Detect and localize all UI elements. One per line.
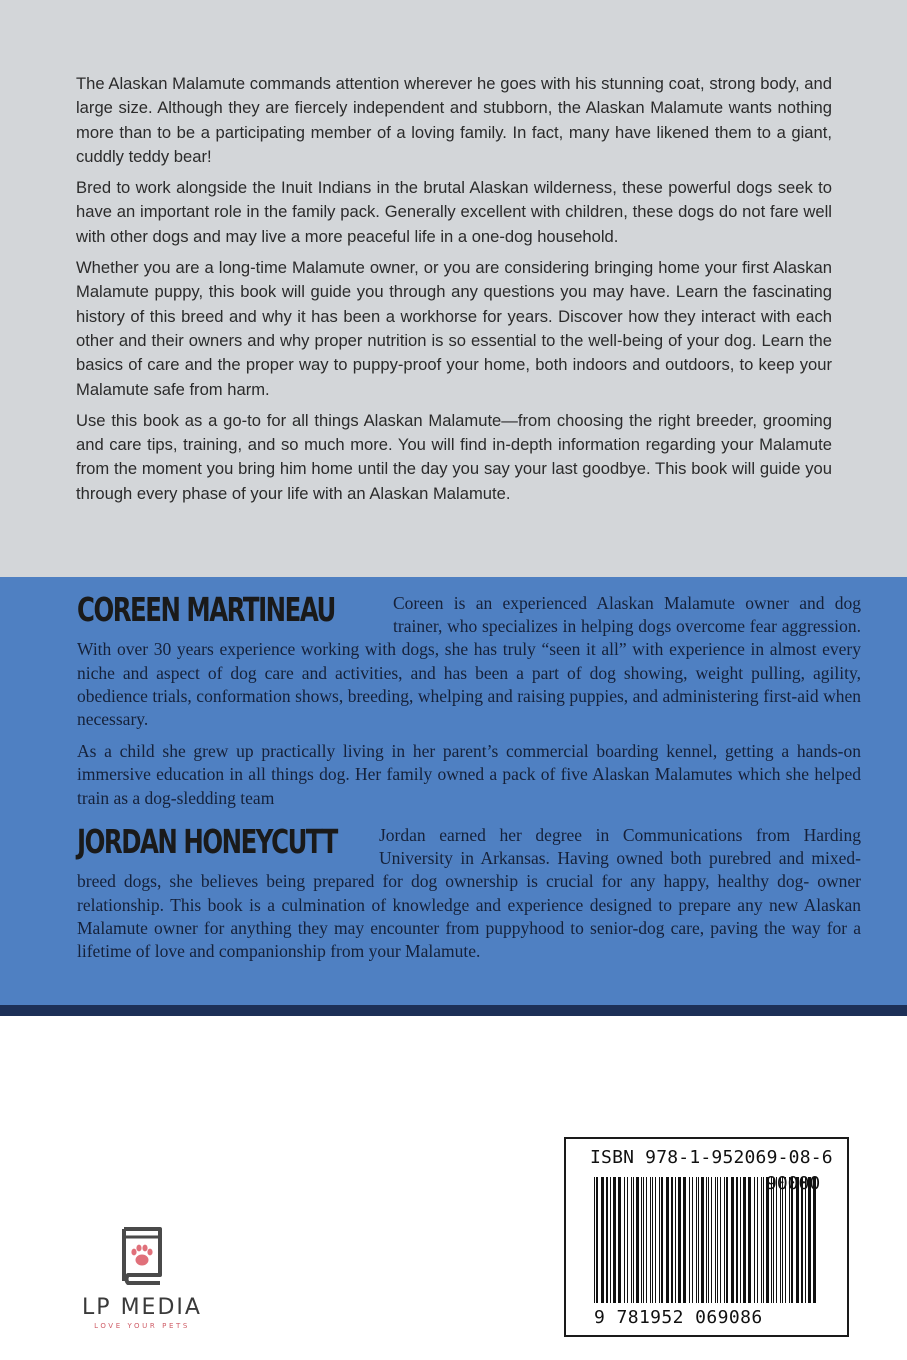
barcode-bar [743, 1177, 746, 1303]
author-name: COREEN MARTINEAU [77, 590, 335, 629]
author-name: JORDAN HONEYCUTT [77, 822, 337, 861]
barcode-bar [650, 1177, 651, 1303]
barcode-bar [696, 1177, 697, 1303]
barcode-bar [736, 1177, 738, 1303]
barcode-bar [724, 1177, 725, 1303]
price-code: 90000 [766, 1173, 821, 1194]
barcode-bar [613, 1177, 616, 1303]
barcode-bar [683, 1177, 686, 1303]
barcode-bar [754, 1177, 755, 1303]
barcode-bar [689, 1177, 690, 1303]
barcode-bar [641, 1177, 642, 1303]
barcode-bar [757, 1177, 758, 1303]
barcode-bar [776, 1177, 777, 1303]
barcode-bar [773, 1177, 774, 1303]
barcode-bar [643, 1177, 644, 1303]
author-block-coreen [77, 592, 861, 810]
author-block-jordan [77, 824, 861, 963]
barcode-bar [748, 1177, 751, 1303]
barcode-bars [592, 1177, 824, 1307]
barcode-bar [796, 1177, 799, 1303]
barcode-bar [636, 1177, 639, 1303]
barcode-bar [610, 1177, 611, 1303]
barcode-bar [652, 1177, 653, 1303]
barcode-bar [655, 1177, 656, 1303]
barcode-bar [618, 1177, 621, 1303]
barcode-bar [631, 1177, 632, 1303]
publisher-logo [72, 1225, 212, 1335]
barcode-bar [715, 1177, 716, 1303]
author-bio: Coreen is an experienced Alaskan Malamute owner and dog trainer, who specializes in helping dogs overcome fear aggression. With over 30 years experience working with dogs, she has truly “seen it all” with experience in almost every niche and aspect of dog care and activities, and has been a part of dog showing, weight pulling, agility, obedience trials, conformation shows, breeding, whelping and raising puppies, and administering first-aid when necessary. [77, 593, 861, 730]
barcode-bar [740, 1177, 741, 1303]
barcode-bar [785, 1177, 786, 1303]
barcode-bar [698, 1177, 699, 1303]
barcode-bar [646, 1177, 647, 1303]
divider-band [0, 1005, 907, 1016]
publisher-name: LP MEDIA [82, 1295, 202, 1320]
barcode-bar [711, 1177, 712, 1303]
barcode-bar [627, 1177, 628, 1303]
barcode-bar [761, 1177, 762, 1303]
description-paragraph-2: Bred to work alongside the Inuit Indians in the brutal Alaskan wilderness, these powerful dogs seek to have an important role in the family pack. Generally excellent with children, these dogs do not fare well with other dogs and may live a more peaceful life in a one-dog household. [76, 178, 832, 246]
barcode-bar [726, 1177, 728, 1303]
barcode-bar [731, 1177, 734, 1303]
barcode-bar [633, 1177, 634, 1303]
barcode-bar [624, 1177, 625, 1303]
barcode-bar [789, 1177, 790, 1303]
barcode-bar [692, 1177, 693, 1303]
barcode-bar [805, 1177, 806, 1303]
isbn-label: ISBN 978-1-952069-08-6 [590, 1147, 833, 1168]
barcode-bar [813, 1177, 816, 1303]
barcode-bar [771, 1177, 772, 1303]
book-paw-icon [116, 1225, 166, 1287]
description-paragraph-4: Use this book as a go-to for all things Alaskan Malamute—from choosing the right breeder, grooming and care tips, training, and so much more. You will find in-depth information regarding your Malamute from the moment you bring him home until the day you say your last goodbye. This book will guide you through every phase of your life with an Alaskan Malamute. [76, 410, 832, 503]
barcode-bar [594, 1177, 595, 1303]
barcode-bar [766, 1177, 769, 1303]
barcode-bar [706, 1177, 707, 1303]
author-bio: Jordan earned her degree in Communications from Harding University in Arkansas. Having owned both purebred and mixed-breed dogs, she believes being prepared for dog ownership is crucial for any happy, healthy dog- owner relationship. This book is a culmination of knowledge and experience designed to prepare any new Alaskan Malamute owner for anything they may encounter from puppyhood to senior-dog care, paving the way for a lifetime of love and companionship from your Malamute. [77, 825, 861, 962]
ean-digits: 9 781952 069086 [594, 1307, 763, 1328]
barcode-bar [801, 1177, 803, 1303]
author-bio-extra: As a child she grew up practically living in her parent’s commercial boarding kennel, getting a hands-on immersive education in all things dog. Her family owned a pack of five Alaskan Malamutes which she helped train as a dog-sledding team [77, 741, 861, 808]
barcode-bar [678, 1177, 681, 1303]
barcode-bar [671, 1177, 673, 1303]
barcode-bar [780, 1177, 781, 1303]
barcode-bar [782, 1177, 783, 1303]
isbn-barcode [564, 1137, 849, 1337]
barcode-bar [708, 1177, 709, 1303]
barcode-bar [720, 1177, 721, 1303]
barcode-bar [601, 1177, 604, 1303]
barcode-bar [666, 1177, 669, 1303]
barcode-bar [659, 1177, 660, 1303]
barcode-bar [661, 1177, 663, 1303]
barcode-bar [606, 1177, 608, 1303]
barcode-bar [808, 1177, 811, 1303]
description-paragraph-3: Whether you are a long-time Malamute owner, or you are considering bringing home your first Alaskan Malamute puppy, this book will guide you through any questions you may have. Learn the fascinating history of this breed and why it has been a workhorse for years. Discover how they interact with each other and their owners and why proper nutrition is so essential to the well-being of your dog. Learn the basics of care and the proper way to puppy-proof your home, both indoors and outdoors, to keep your Malamute safe from harm. [76, 258, 832, 399]
barcode-bar [675, 1177, 676, 1303]
description-paragraph-1: The Alaskan Malamute commands attention wherever he goes with his stunning coat, strong body, and large size. Although they are fiercely independent and stubborn, the Alaskan Malamute wants nothing more than to be a participating member of a loving family. In fact, many have likened them to a giant, cuddly teddy bear! [76, 74, 832, 166]
publisher-tagline: LOVE YOUR PETS [94, 1322, 190, 1330]
barcode-bar [717, 1177, 718, 1303]
book-description [76, 72, 832, 513]
barcode-bar [701, 1177, 704, 1303]
barcode-bar [763, 1177, 764, 1303]
barcode-bar [596, 1177, 598, 1303]
barcode-bar [791, 1177, 793, 1303]
